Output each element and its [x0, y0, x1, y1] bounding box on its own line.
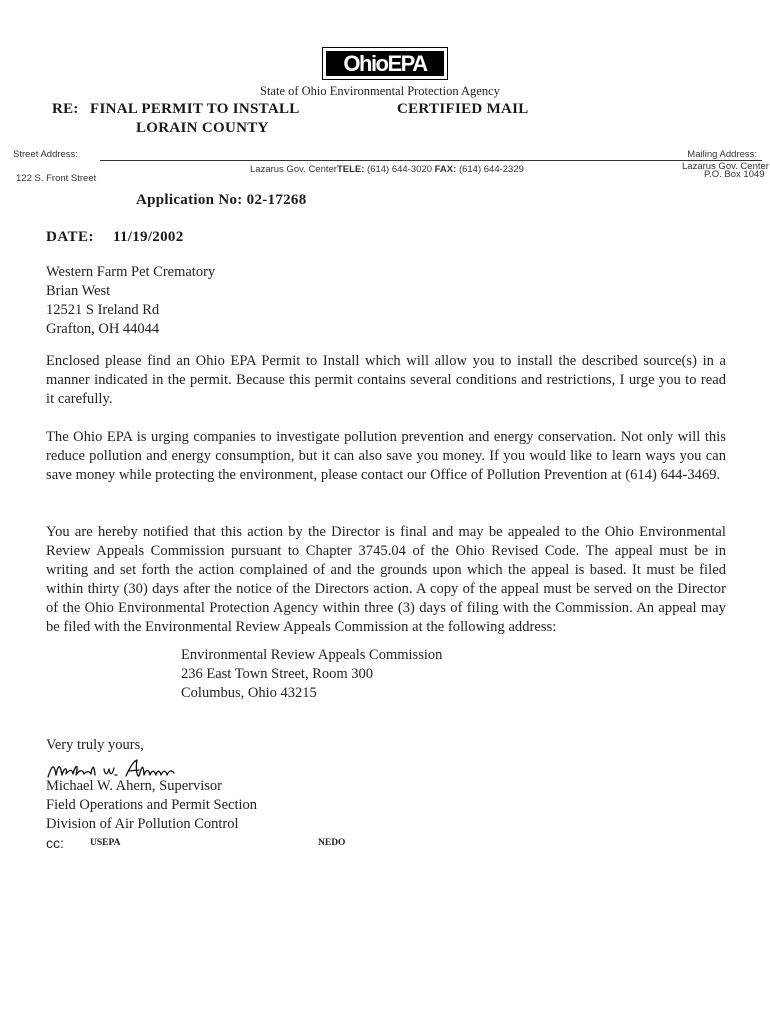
tele-label: TELE: — [336, 164, 365, 175]
mailing-address-line-1: Lazarus Gov. Center — [682, 161, 769, 172]
commission-city: Columbus, Ohio 43215 — [181, 685, 317, 701]
logo-text: OhioEPA — [343, 51, 427, 76]
body-paragraph-2: The Ohio EPA is urging companies to investigate pollution prevention and energy conservation. Not only will this reduce pollution and energy consumption, but it can also save you money. If you would like to learn ways you can save money while protecting the environment, please contact our Office of Pollution Prevention at (614) 644-3469. — [46, 429, 726, 483]
cc-label: cc: — [46, 835, 64, 851]
signer-division: Division of Air Pollution Control — [46, 816, 239, 832]
recipient-name: Brian West — [46, 283, 111, 299]
recipient-company: Western Farm Pet Crematory — [46, 264, 216, 280]
street-address-label: Street Address: — [13, 149, 78, 160]
commission-name: Environmental Review Appeals Commission — [181, 647, 443, 663]
mailing-address-label: Mailing Address: — [687, 149, 757, 160]
mailing-address-line-2: P.O. Box 1049 — [704, 169, 765, 180]
re-label: RE: — [52, 101, 79, 117]
county-line: LORAIN COUNTY — [136, 120, 269, 136]
signer-name: Michael W. Ahern, Supervisor — [46, 778, 222, 794]
contact-center: Lazarus Gov. Center — [250, 164, 337, 175]
fax-value: (614) 644-2329 — [458, 164, 524, 175]
cc-recipient-usepa: USEPA — [90, 838, 121, 848]
date-value: 11/19/2002 — [113, 229, 184, 245]
signer-section: Field Operations and Permit Section — [46, 797, 258, 813]
recipient-city: Grafton, OH 44044 — [46, 321, 160, 337]
application-number: Application No: 02-17268 — [136, 192, 307, 208]
date-label: DATE: — [46, 229, 95, 245]
recipient-street: 12521 S Ireland Rd — [46, 302, 160, 318]
body-paragraph-3: You are hereby notified that this action by the Director is final and may be appealed to the Ohio Environmental Review Appeals Commission pursuant to Chapter 3745.04 of the Ohio Revised Code. The appeal must be in writing and set forth the action complained of and the grounds upon which the appeal is based. It must be filed within thirty (30) days after the notice of the Directors action. A copy of the appeal must be served on the Director of the Ohio Environmental Protection Agency within three (3) days of filing with the Commission. An appeal may be filed with the Environmental Review Appeals Commission at the following address: — [46, 524, 726, 635]
street-address-value: 122 S. Front Street — [16, 173, 97, 184]
body-paragraph-1: Enclosed please find an Ohio EPA Permit to Install which will allow you to install the described source(s) in a manner indicated in the permit. Because this permit contains several conditions and restrictions, I urge you to read it carefully. — [46, 353, 726, 407]
certified-mail-label: CERTIFIED MAIL — [397, 101, 529, 117]
ohio-epa-logo — [322, 47, 448, 80]
agency-name: State of Ohio Environmental Protection Agency — [260, 84, 500, 98]
commission-street: 236 East Town Street, Room 300 — [181, 666, 374, 682]
header-divider — [100, 160, 762, 161]
subject-line: FINAL PERMIT TO INSTALL — [90, 101, 300, 117]
cc-recipient-nedo: NEDO — [318, 838, 346, 848]
contact-line — [250, 164, 524, 175]
tele-value: (614) 644-3020 — [367, 164, 433, 175]
fax-label: FAX: — [434, 164, 457, 175]
closing: Very truly yours, — [46, 737, 144, 753]
